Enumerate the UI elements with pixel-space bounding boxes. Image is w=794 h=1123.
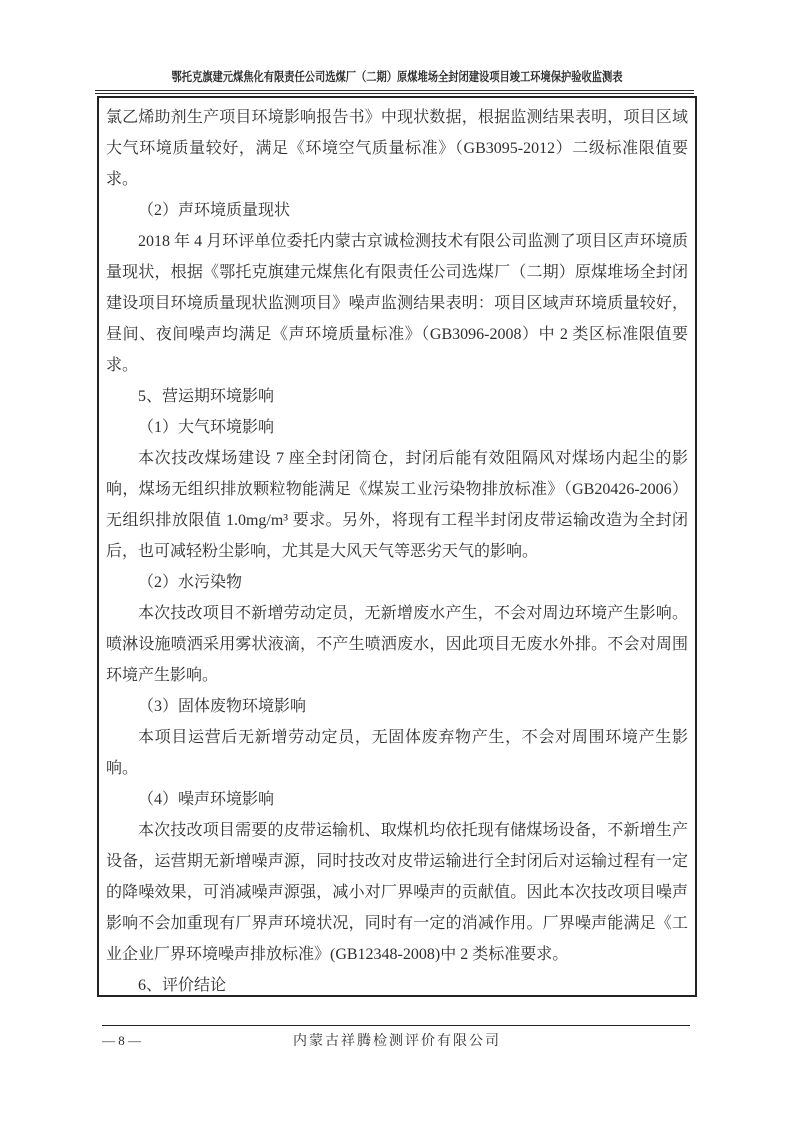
paragraph: 氯乙烯助剂生产项目环境影响报告书》中现状数据，根据监测结果表明，项目区域大气环境质量较好，满足《环境空气质量标准》（GB3095-2012）二级标准限值要求。: [106, 109, 688, 188]
page-number: — 8 —: [102, 1033, 141, 1048]
paragraph: 本项目运营后无新增劳动定员，无固体废弃物产生，不会对周围环境产生影响。: [106, 729, 688, 777]
paragraph: 本次技改煤场建设 7 座全封闭筒仓，封闭后能有效阻隔风对煤场内起尘的影响，煤场无组织排放颗粒物能满足《煤炭工业污染物排放标准》（GB20426-2006）无组织排放限值 1.0mg/m³ 要求。另外，将现有工程半封闭皮带运输改造为全封闭后，也可减轻粉尘影响，尤其是大风天气等恶劣天气的影响。: [106, 450, 688, 560]
paragraph: （1）大气环境影响: [138, 419, 275, 436]
page-footer: [0, 1030, 794, 1054]
paragraph: 6、评价结论: [138, 977, 227, 994]
content-table: [97, 96, 697, 997]
paragraph: 2018 年 4 月环评单位委托内蒙古京诚检测技术有限公司监测了项目区声环境质量现状，根据《鄂托克旗建元煤焦化有限责任公司选煤厂（二期）原煤堆场全封闭建设项目环境质量现状监测项目》噪声监测结果表明：项目区域声环境质量较好，昼间、夜间噪声均满足《声环境质量标准》（GB3096-2008）中 2 类区标准限值要求。: [106, 233, 688, 374]
footer-rule: [102, 1025, 690, 1026]
paragraph: 本次技改项目不新增劳动定员，无新增废水产生，不会对周边环境产生影响。喷淋设施喷洒采用雾状液滴，不产生喷洒废水，因此项目无废水外排。不会对周围环境产生影响。: [106, 605, 688, 684]
page-header: [0, 67, 794, 86]
header-title: 鄂托克旗建元煤焦化有限责任公司选煤厂（二期）原煤堆场全封闭建设项目竣工环境保护验收监测表: [171, 70, 623, 84]
paragraph: （3）固体废物环境影响: [138, 698, 307, 715]
paragraph: （2）水污染物: [138, 574, 243, 591]
header-double-rule: [95, 90, 694, 94]
footer-company-name: 内蒙古祥腾检测评价有限公司: [293, 1034, 501, 1049]
paragraph: 5、营运期环境影响: [138, 388, 275, 405]
paragraph: 本次技改项目需要的皮带运输机、取煤机均依托现有储煤场设备，不新增生产设备，运营期无新增噪声源，同时技改对皮带运输进行全封闭后对运输过程有一定的降噪效果，可消减噪声源强，减小对厂界噪声的贡献值。因此本次技改项目噪声影响不会加重现有厂界声环境状况，同时有一定的消减作用。厂界噪声能满足《工业企业厂界环境噪声排放标准》(GB12348-2008)中 2 类标准要求。: [106, 822, 688, 963]
paragraph: （2）声环境质量现状: [138, 202, 291, 219]
document-body: [106, 102, 688, 997]
paragraph: （4）噪声环境影响: [138, 791, 275, 808]
